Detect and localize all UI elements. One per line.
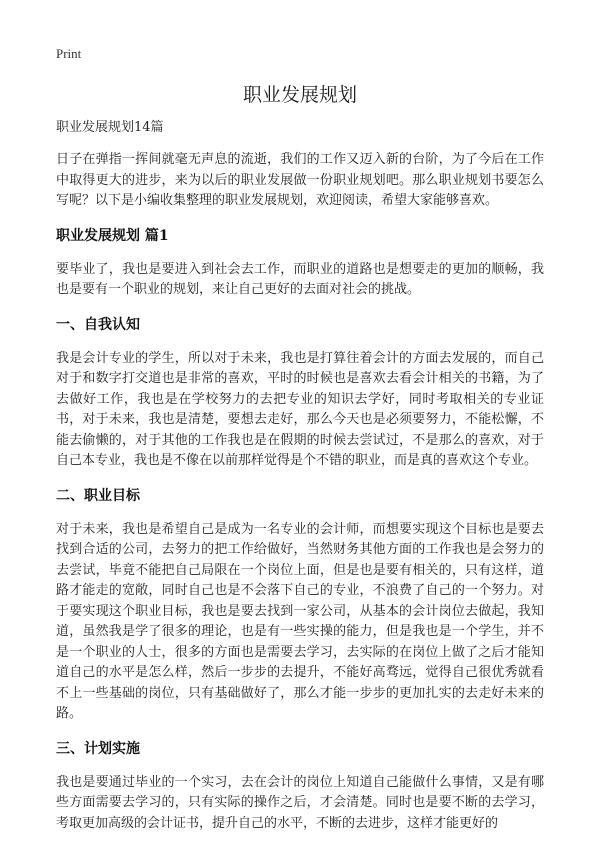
section-heading-plan: 三、计划实施 bbox=[56, 740, 140, 757]
part-heading: 职业发展规划 篇1 bbox=[56, 227, 169, 244]
self-awareness-paragraph: 我是会计专业的学生，所以对于未来，我也是打算往着会计的方面去发展的，而自己对于和数字打交道也是非常的喜欢，平时的时候也是喜欢去看会计相关的书籍，为了去做好工作，我也是在学校努力的去把专业的知识去学好，同时考取相关的专业证书，对于未来，我也是清楚，要想去走好，那么今天也是必须要努力，不能松懈，不能去偷懒的，对于其他的工作我也是在假期的时候去尝试过，不是那么的喜欢，对于自己本专业，我也是不像在以前那样觉得是个不错的职业，而是真的喜欢这个专业。 bbox=[56, 350, 544, 468]
intro-paragraph: 日子在弹指一挥间就毫无声息的流逝，我们的工作又迈入新的台阶，为了今后在工作中取得更大的进步，来为以后的职业发展做一份职业规划吧。那么职业规划书要怎么写呢？以下是小编收集整理的职业发展规划，欢迎阅读，希望大家能够喜欢。 bbox=[56, 152, 544, 208]
plan-paragraph: 我也是要通过毕业的一个实习，去在会计的岗位上知道自己能做什么事情，又是有哪些方面需要去学习的，只有实际的操作之后，才会清楚。同时也是要不断的去学习，考取更加高级的会计证书，提升自己的水平，不断的去进步，这样才能更好的 bbox=[56, 774, 544, 831]
part1-paragraph: 要毕业了，我也是要进入到社会去工作，而职业的道路也是想要走的更加的顺畅，我也是要有一个职业的规划，来让自己更好的去面对社会的挑战。 bbox=[56, 261, 544, 297]
print-link[interactable]: Print bbox=[56, 46, 82, 61]
section-heading-career-goal: 二、职业目标 bbox=[56, 487, 140, 504]
career-goal-paragraph: 对于未来，我也是希望自己是成为一名专业的会计师，而想要实现这个目标也是要去找到合适的公司，去努力的把工作给做好，当然财务其他方面的工作我也是会努力的去尝试，毕竟不能把自己局限在一个岗位上面，但是也是要有相关的，只有这样，道路才能走的宽敞，同时自己也是不会落下自己的专业，不浪费了自己的一个努力。对于要实现这个职业目标，我也是要去找到一家公司，从基本的会计岗位去做起，我知道，虽然我是学了很多的理论，也是有一些实操的能力，但是我也是一个学生，并不是一个职业的人士，很多的方面也是需要去学习，去实际的在岗位上做了之后才能知道自己的水平是怎么样，然后一步步的去提升，不能好高骛远，觉得自己很优秀就看不上一些基础的岗位，只有基础做好了，那么才能一步步的更加扎实的去走好未来的路。 bbox=[56, 521, 544, 721]
article-subtitle: 职业发展规划14篇 bbox=[56, 120, 164, 135]
article-body bbox=[56, 118, 544, 848]
section-heading-self-awareness: 一、自我认知 bbox=[56, 316, 140, 333]
page-title: 职业发展规划 bbox=[242, 84, 357, 106]
